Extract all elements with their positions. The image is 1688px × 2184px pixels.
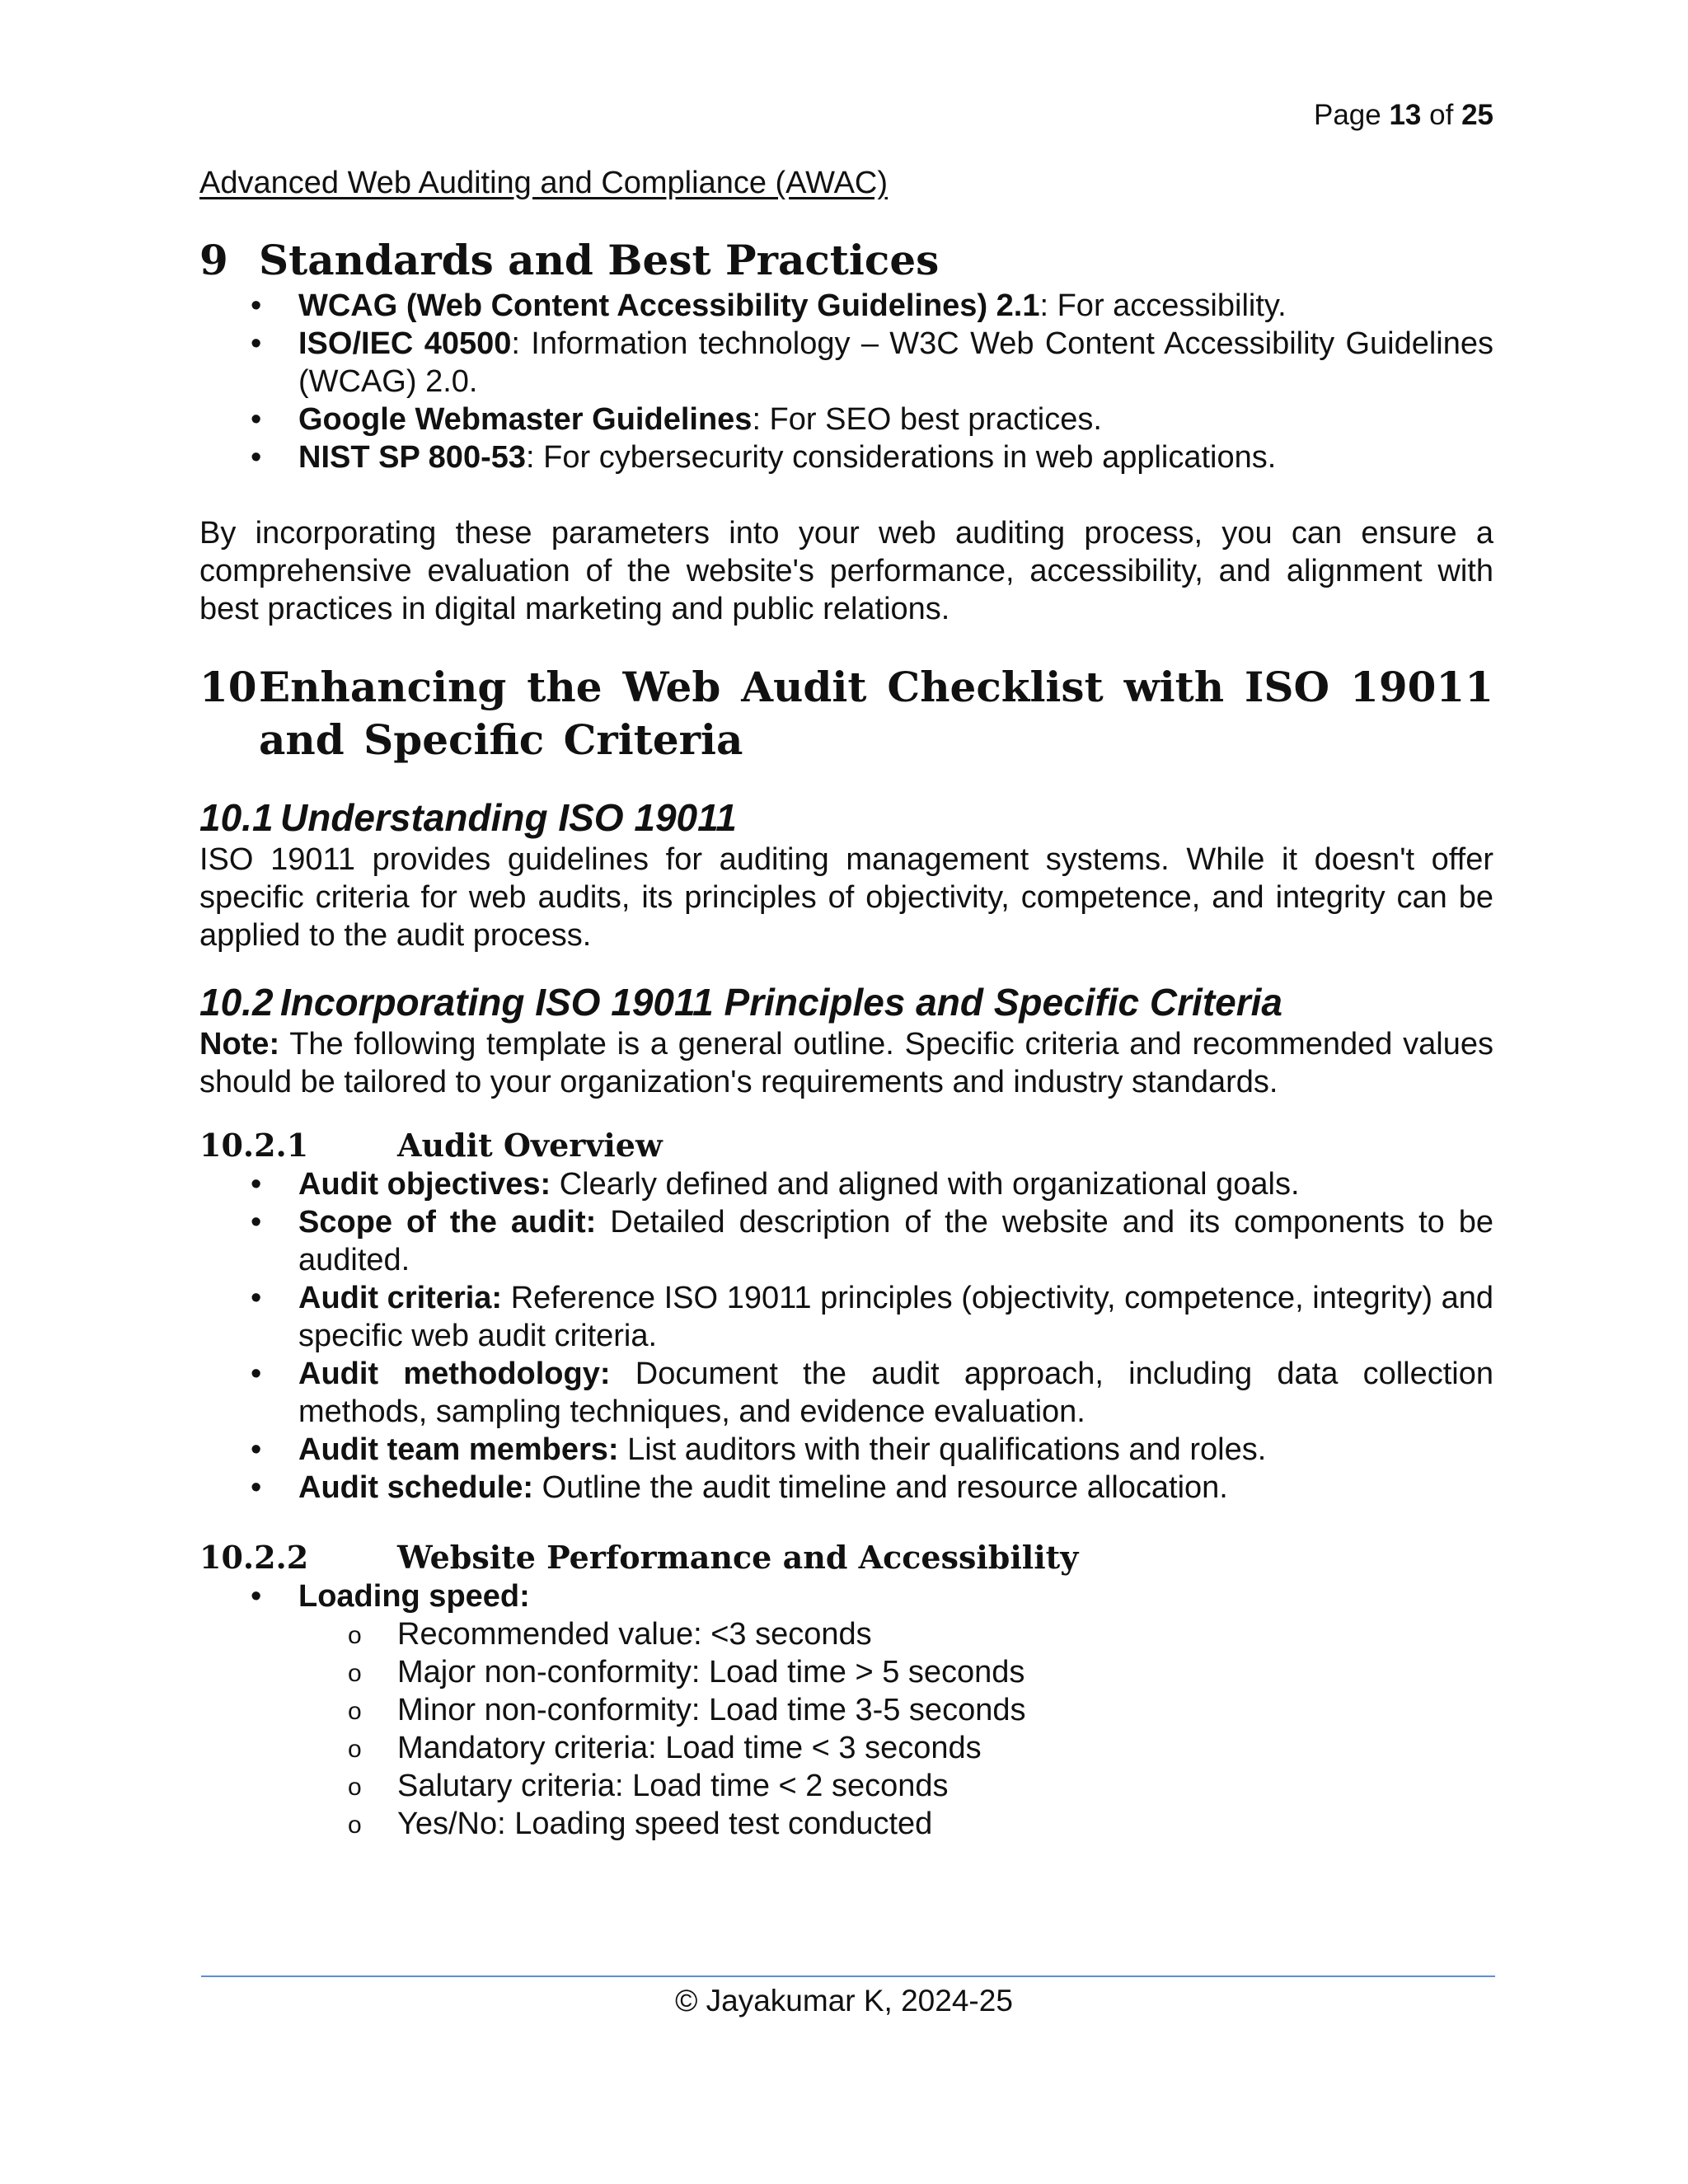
section-10-2-2-heading [199, 1538, 1493, 1577]
list-item-term: ISO/IEC 40500 [298, 326, 512, 361]
list-item [199, 1165, 1493, 1203]
circle-bullet-icon: o [348, 1622, 362, 1649]
list-item [199, 1431, 1493, 1469]
list-item [199, 1577, 1493, 1615]
section-10-2-number: 10.2 [199, 981, 274, 1024]
list-item-term: Audit objectives: [298, 1167, 551, 1202]
bullet-icon: • [251, 402, 262, 437]
list-item-term: Scope of the audit: [298, 1205, 597, 1240]
list-item-text: Yes/No: Loading speed test conducted [397, 1807, 933, 1841]
section-10-2-1-title: Audit Overview [397, 1127, 663, 1164]
list-item-term: Audit team members: [298, 1432, 619, 1467]
list-item [199, 1279, 1493, 1355]
list-item-text: : Information technology – W3C Web Content Accessibility Guidelines (WCAG) 2.0. [298, 326, 1493, 399]
bullet-icon: • [251, 1579, 262, 1614]
section-10-heading [199, 661, 1493, 766]
list-item-text: Mandatory criteria: Load time < 3 seconds [397, 1731, 982, 1765]
list-item-term: Audit schedule: [298, 1470, 534, 1505]
list-item-term: Audit criteria: [298, 1281, 503, 1315]
section-10-2-note [199, 1025, 1493, 1101]
bullet-icon: • [251, 1357, 262, 1391]
list-item-text: Outline the audit timeline and resource allocation. [533, 1470, 1228, 1505]
section-9-number: 9 [199, 236, 228, 284]
list-item [199, 325, 1493, 401]
list-item-text: Clearly defined and aligned with organizational goals. [551, 1167, 1300, 1202]
bullet-icon: • [251, 1470, 262, 1505]
section-10-2-2-title: Website Performance and Accessibility [397, 1539, 1079, 1576]
section-10-2-title: Incorporating ISO 19011 Principles and Specific Criteria [280, 981, 1282, 1024]
loading-speed-criteria-list [199, 1615, 1493, 1843]
section-10-2-1-heading [199, 1126, 1493, 1165]
circle-bullet-icon: o [348, 1736, 362, 1763]
note-label: Note: [199, 1027, 280, 1062]
list-item [199, 1729, 1493, 1767]
section-10-1-paragraph: ISO 19011 provides guidelines for auditing management systems. While it doesn't offer specific criteria for web audits, its principles of objectivity, competence, and integrity can be applied to the audit process. [199, 842, 1493, 953]
bullet-icon: • [251, 288, 262, 323]
section-10-2-heading [199, 979, 1493, 1025]
list-item [199, 1469, 1493, 1507]
bullet-icon: • [251, 1167, 262, 1202]
page-of-label: of [1429, 99, 1454, 131]
list-item [199, 1691, 1493, 1729]
bullet-icon: • [251, 1432, 262, 1467]
section-10-number: 10 [199, 663, 257, 711]
bullet-icon: • [251, 440, 262, 475]
performance-list [199, 1577, 1493, 1615]
section-10-2-2-number: 10.2.2 [199, 1539, 309, 1576]
list-item-text: : For cybersecurity considerations in web applications. [526, 440, 1277, 475]
list-item-text: : For accessibility. [1039, 288, 1287, 323]
list-item-text: Detailed description of the website and its components to be audited. [298, 1205, 1494, 1277]
section-10-1-number: 10.1 [199, 796, 274, 839]
list-item [199, 1767, 1493, 1805]
list-item [199, 438, 1493, 476]
list-item-text: Major non-conformity: Load time > 5 seconds [397, 1655, 1025, 1690]
section-10-1-title: Understanding ISO 19011 [280, 796, 737, 839]
audit-overview-list [199, 1165, 1493, 1507]
footer-copyright: © Jayakumar K, 2024-25 [675, 1984, 1013, 2018]
list-item-term: Audit methodology: [298, 1357, 611, 1391]
list-item-text: Minor non-conformity: Load time 3-5 seconds [397, 1693, 1026, 1727]
list-item-text: : For SEO best practices. [752, 402, 1102, 437]
section-10-2-1-number: 10.2.1 [199, 1127, 309, 1164]
main-content [199, 234, 1493, 1843]
note-text: The following template is a general outline. Specific criteria and recommended values should be tailored to your organization's requirements and industry standards. [199, 1027, 1493, 1099]
list-item [199, 401, 1493, 438]
bullet-icon: • [251, 326, 262, 361]
list-item [199, 1355, 1493, 1431]
section-9-bullet-list [199, 287, 1493, 476]
page-number [1314, 97, 1493, 134]
running-header: Advanced Web Auditing and Compliance (AWAC) [199, 166, 889, 200]
section-10-1-heading [199, 794, 1493, 841]
footer-divider [201, 1975, 1495, 1977]
circle-bullet-icon: o [348, 1774, 362, 1801]
circle-bullet-icon: o [348, 1698, 362, 1725]
list-item [199, 1805, 1493, 1843]
bullet-icon: • [251, 1281, 262, 1315]
list-item-term: Google Webmaster Guidelines [298, 402, 753, 437]
list-item-term: WCAG (Web Content Accessibility Guidelines) 2.1 [298, 288, 1040, 323]
page-current: 13 [1389, 99, 1422, 131]
page-label: Page [1313, 99, 1381, 131]
section-10-title: Enhancing the Web Audit Checklist with ISO 19011 and Specific Criteria [259, 663, 1493, 764]
list-item-term: NIST SP 800-53 [298, 440, 527, 475]
list-item-term: Loading speed: [298, 1579, 530, 1614]
list-item-text: Recommended value: <3 seconds [397, 1617, 872, 1652]
list-item-text: Document the audit approach, including data collection methods, sampling techniques, and evidence evaluation. [298, 1357, 1493, 1429]
section-9-title: Standards and Best Practices [259, 236, 940, 284]
list-item-text: Reference ISO 19011 principles (objectivity, competence, integrity) and specific web audit criteria. [298, 1281, 1493, 1353]
list-item [199, 1653, 1493, 1691]
circle-bullet-icon: o [348, 1811, 362, 1839]
list-item-text: Salutary criteria: Load time < 2 seconds [397, 1769, 949, 1803]
page-total: 25 [1461, 99, 1493, 131]
list-item [199, 287, 1493, 325]
list-item-text: List auditors with their qualifications and roles. [618, 1432, 1267, 1467]
section-9-paragraph: By incorporating these parameters into your web auditing process, you can ensure a comprehensive evaluation of the website's performance, accessibility, and alignment with best practices in digital marketing and public relations. [199, 516, 1493, 626]
list-item [199, 1203, 1493, 1279]
circle-bullet-icon: o [348, 1660, 362, 1687]
bullet-icon: • [251, 1205, 262, 1240]
list-item [199, 1615, 1493, 1653]
section-9-heading [199, 234, 1493, 287]
